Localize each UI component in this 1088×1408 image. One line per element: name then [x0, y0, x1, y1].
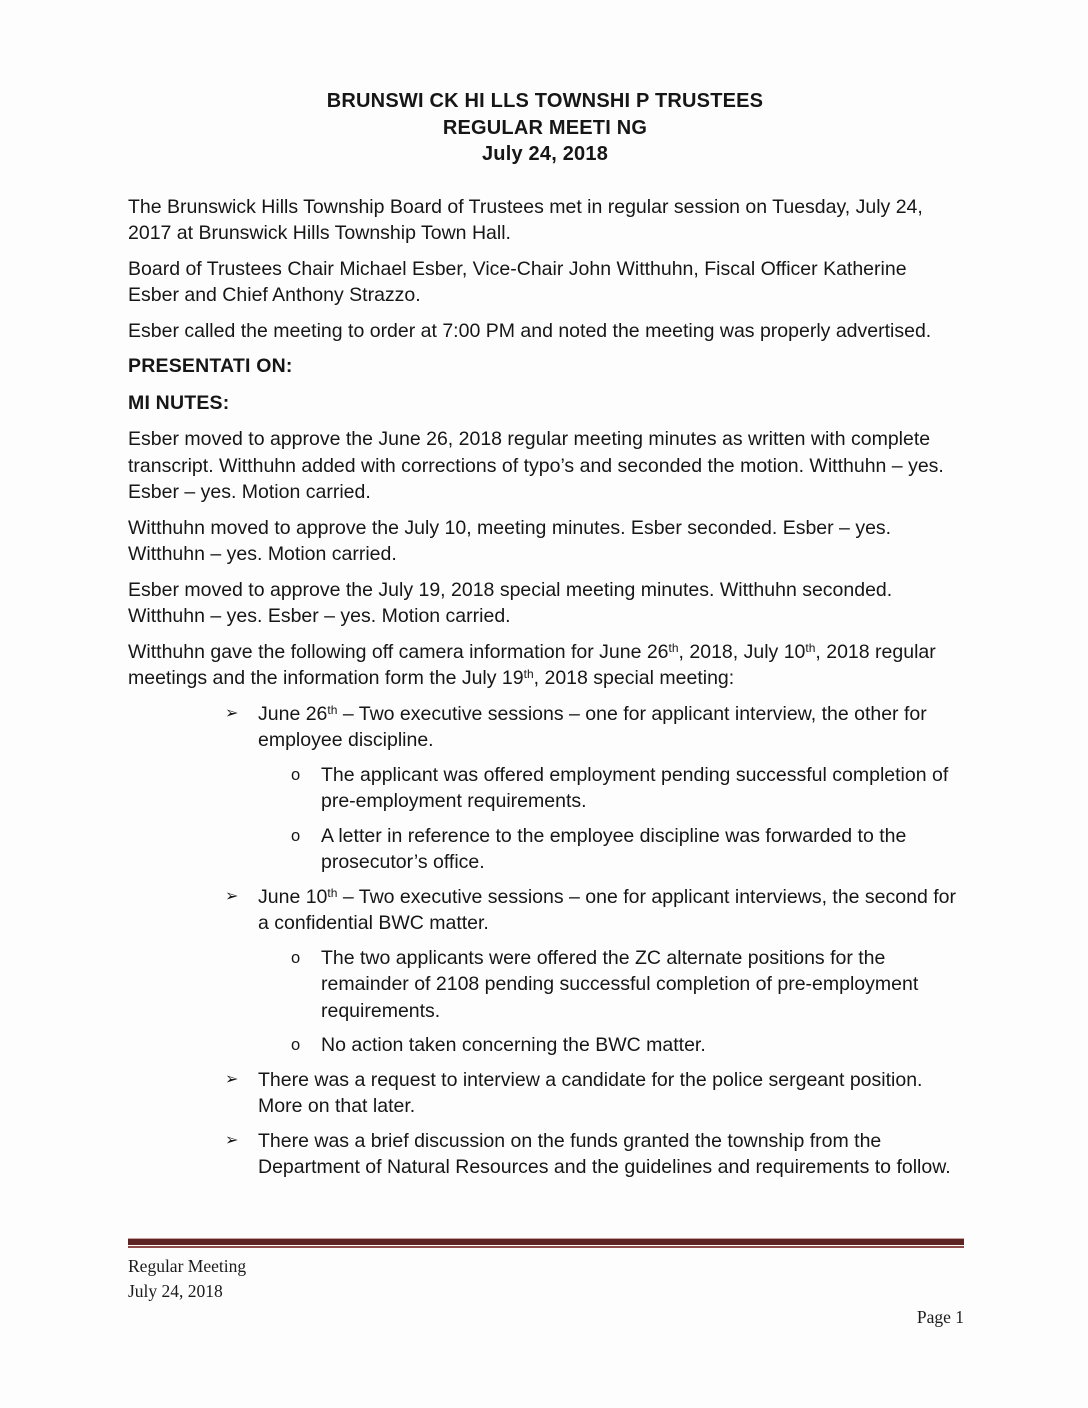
paragraph-july10-minutes-motion: Witthuhn moved to approve the July 10, meeting minutes. Esber seconded. Esber – yes. Witthuhn – yes. Motion carried.	[128, 516, 892, 565]
document-title	[128, 88, 962, 168]
bullet-sergeant-interview-request: There was a request to interview a candidate for the police sergeant position. More on that later.	[258, 1068, 923, 1117]
title-line-org: BRUNSWI CK HI LLS TOWNSHI P TRUSTEES	[326, 90, 764, 112]
subbullet-applicant-offer: The applicant was offered employment pending successful completion of pre-employment requirements.	[321, 763, 949, 812]
heading-minutes: MI NUTES:	[128, 391, 230, 414]
page-footer	[128, 1238, 964, 1330]
list-item	[128, 1128, 962, 1181]
paragraph-session-intro: The Brunswick Hills Township Board of Trustees met in regular session on Tuesday, July 24, 2017 at Brunswick Hills Township Town Hall.	[128, 195, 923, 244]
arrow-bullet-icon: ➢	[225, 704, 239, 722]
subbullet-zc-alternate-offers: The two applicants were offered the ZC alternate positions for the remainder of 2108 pending successful completion of pre-employment requirements.	[321, 946, 919, 1022]
heading-presentation: PRESENTATI ON:	[128, 355, 293, 377]
list-item	[128, 762, 962, 815]
subbullet-no-action-bwc: No action taken concerning the BWC matter.	[321, 1034, 706, 1056]
circle-bullet-icon: o	[291, 826, 301, 845]
circle-bullet-icon: o	[291, 1036, 301, 1054]
title-line-date: July 24, 2018	[481, 143, 609, 165]
document-content	[128, 88, 962, 1189]
footer-divider	[128, 1238, 964, 1248]
bullet-june10-sessions: June 10th – Two executive sessions – one for applicant interviews, the second for a confidential BWC matter.	[258, 885, 956, 934]
list-item	[128, 884, 962, 937]
list-item	[128, 701, 962, 754]
arrow-bullet-icon: ➢	[225, 1070, 239, 1088]
arrow-bullet-icon: ➢	[225, 887, 239, 905]
circle-bullet-icon: o	[291, 765, 301, 784]
paragraph-call-to-order: Esber called the meeting to order at 7:00 PM and noted the meeting was properly advertised.	[128, 319, 932, 342]
bullet-dnr-funds-discussion: There was a brief discussion on the funds granted the township from the Department of Natural Resources and the guidelines and requirements to follow.	[258, 1129, 951, 1178]
title-line-meeting-type: REGULAR MEETI NG	[442, 116, 648, 139]
list-item	[128, 1067, 962, 1120]
circle-bullet-icon: o	[291, 948, 301, 967]
paragraph-attendees: Board of Trustees Chair Michael Esber, Vice-Chair John Witthuhn, Fiscal Officer Katherine Esber and Chief Anthony Strazzo.	[128, 257, 907, 306]
arrow-bullet-icon: ➢	[225, 1131, 239, 1149]
list-item	[128, 945, 962, 1025]
list-item	[128, 1032, 962, 1059]
page-number: Page 1	[916, 1307, 964, 1327]
paragraph-july19-minutes-motion: Esber moved to approve the July 19, 2018 special meeting minutes. Witthuhn seconded. Witthuhn – yes. Esber – yes. Motion carried.	[128, 578, 893, 627]
paragraph-off-camera-intro: Witthuhn gave the following off camera information for June 26th, 2018, July 10th, 2018 regular meetings and the information form the July 19th, 2018 special meeting:	[128, 640, 936, 689]
bullet-june26-sessions: June 26th – Two executive sessions – one for applicant interview, the other for employee discipline.	[258, 702, 927, 751]
subbullet-discipline-letter: A letter in reference to the employee discipline was forwarded to the prosecutor’s office.	[321, 824, 907, 873]
list-item	[128, 823, 962, 876]
footer-meeting-type: Regular Meeting	[128, 1256, 247, 1276]
paragraph-june26-minutes-motion: Esber moved to approve the June 26, 2018 regular meeting minutes as written with complete transcript. Witthuhn added with corrections of typo’s and seconded the motion. Witthuhn – yes. Esber – yes. Motion carried.	[128, 428, 944, 503]
footer-date: July 24, 2018	[128, 1281, 223, 1301]
